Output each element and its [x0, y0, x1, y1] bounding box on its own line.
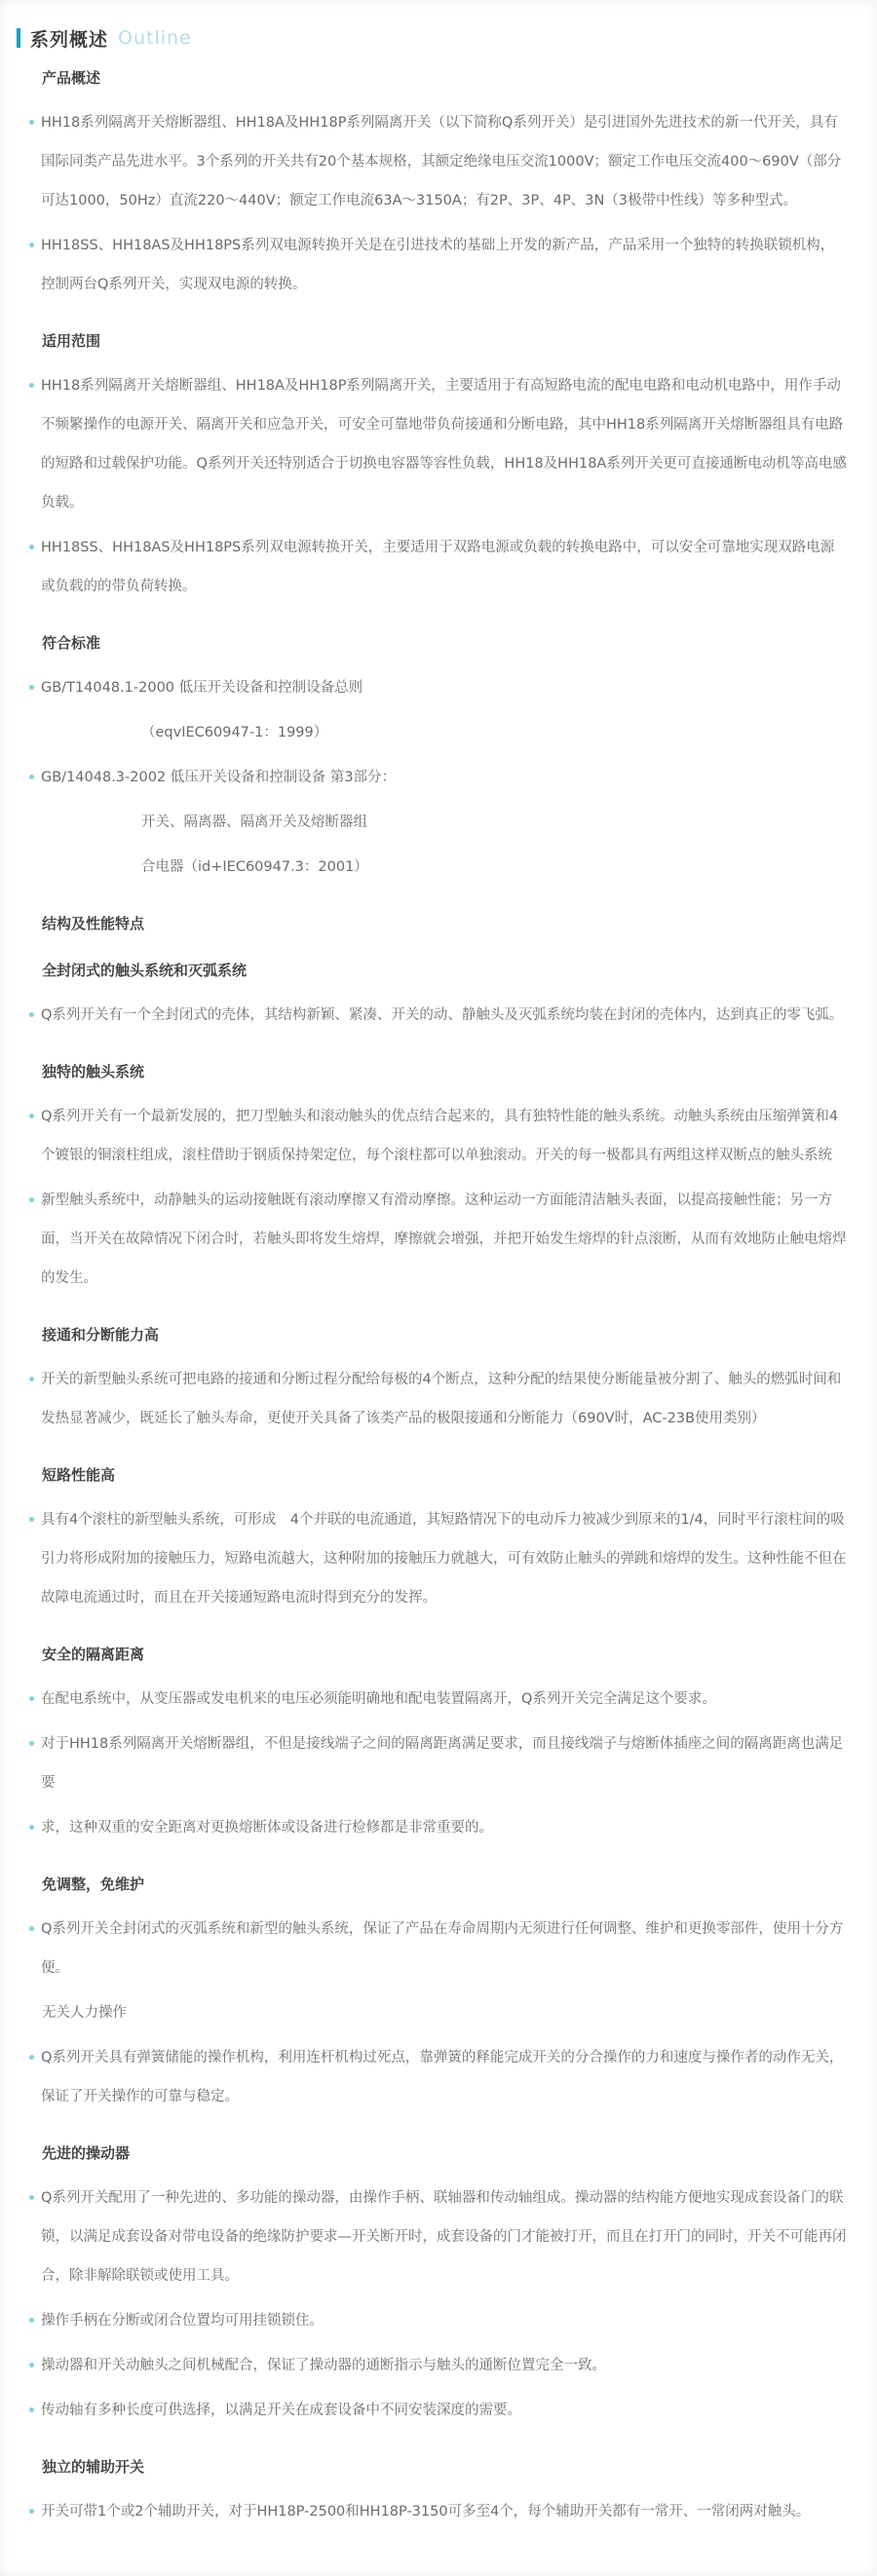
- indented-line: [141, 803, 848, 842]
- bullet-item: [29, 103, 848, 220]
- section-heading: 结构及性能特点: [42, 915, 145, 932]
- section-heading: 免调整，免维护: [42, 1875, 145, 1893]
- bullet-item: [29, 1360, 848, 1438]
- indented-line: [141, 713, 848, 752]
- section-heading: 独特的触头系统: [42, 1063, 145, 1080]
- block-text: HH18系列隔离开关熔断器组、HH18A及HH18P系列隔离开关（以下简称Q系列开关）是引进国外先进技术的新一代开关，具有国际同类产品先进水平。3个系列的开关共有20个基本规格，其额定绝缘电压交流1000V；额定工作电压交流400～690V（部分可达1000，50Hz）直流220～440V；额定工作电流63A～3150A；有2P、3P、4P、3N（3极带中性线）等多种型式。: [41, 115, 842, 208]
- bullet-item: [29, 1808, 848, 1847]
- block-text: 在配电系统中，从变压器或发电机来的电压必须能明确地和配电装置隔离开，Q系列开关完全满足这个要求。: [41, 1691, 716, 1707]
- bullet-item: [29, 226, 848, 304]
- bullet-icon: [29, 1926, 34, 1931]
- bullet-icon: [29, 1114, 34, 1118]
- bullet-icon: [29, 2318, 34, 2323]
- bullet-icon: [29, 2509, 34, 2514]
- bullet-icon: [29, 2195, 34, 2200]
- section-heading: 接通和分断能力高: [42, 1326, 160, 1344]
- section-heading: 产品概述: [42, 69, 101, 87]
- bullet-icon: [29, 1012, 34, 1017]
- block-text: HH18SS、HH18AS及HH18PS系列双电源转换开关是在引进技术的基础上开发的新产品，产品采用一个独特的转换联锁机构，控制两台Q系列开关，实现双电源的转换。: [41, 238, 835, 292]
- content-area: [29, 68, 848, 2531]
- bullet-item: [29, 2178, 848, 2295]
- block-text: 操作手柄在分断或闭合位置均可用挂锁锁住。: [41, 2313, 324, 2329]
- accent-bar-icon: [17, 28, 20, 48]
- bullet-item: [29, 2301, 848, 2340]
- section-heading: 符合标准: [42, 634, 101, 652]
- bullet-item: [29, 1724, 848, 1802]
- page-title-english: Outline: [118, 27, 192, 49]
- bullet-item: [29, 366, 848, 522]
- bullet-item: [29, 2391, 848, 2430]
- section: [29, 1645, 848, 1847]
- bullet-item: [29, 1097, 848, 1175]
- bullet-item: [29, 1181, 848, 1298]
- bullet-item: [29, 2346, 848, 2385]
- bullet-item: [29, 528, 848, 606]
- page-header: [17, 25, 848, 51]
- block-text: 新型触头系统中，动静触头的运动接触既有滚动摩擦又有滑动摩擦。这种运动一方面能清洁触头表面，以提高接触性能；另一方面，当开关在故障情况下闭合时，若触头即将发生熔焊，摩擦就会增强，并把开始发生熔焊的针点滚断，从而有效地防止触电熔焊的发生。: [41, 1193, 847, 1286]
- section-heading: 短路性能高: [42, 1466, 116, 1484]
- bullet-icon: [29, 2055, 34, 2060]
- bullet-item: [29, 1500, 848, 1617]
- bullet-icon: [29, 2363, 34, 2368]
- page-title: 系列概述: [30, 28, 109, 51]
- block-text: （eqvIEC60947-1：1999）: [141, 725, 328, 740]
- section-heading: 安全的隔离距离: [42, 1646, 145, 1663]
- block-text: Q系列开关配用了一种先进的、多功能的操动器，由操作手柄、联轴器和传动轴组成。操动器的结构能方便地实现成套设备门的联锁，以满足成套设备对带电设备的绝缘防护要求—开关断开时，成套设备的门才能被打开，而且在打开门的同时，开关不可能再闭合，除非解除联锁或使用工具。: [41, 2190, 847, 2284]
- bullet-icon: [29, 1741, 34, 1746]
- block-text: 操动器和开关动触头之间机械配合，保证了操动器的通断指示与触头的通断位置完全一致。: [41, 2358, 606, 2373]
- block-text: 开关的新型触头系统可把电路的接通和分断过程分配给每极的4个断点，这种分配的结果使分断能量被分割了、触头的燃弧时间和发热显著减少，既延长了触头寿命，更使开关具备了该类产品的极限接通和分断能力（690V时，AC-23B使用类别）: [41, 1372, 842, 1426]
- bullet-item: [29, 2038, 848, 2116]
- bullet-icon: [29, 775, 34, 779]
- section: [29, 68, 848, 304]
- bullet-item: [29, 1680, 848, 1719]
- bullet-icon: [29, 1517, 34, 1522]
- bullet-icon: [29, 545, 34, 549]
- block-text: Q系列开关有一个全封闭式的壳体，其结构新颖、紧凑、开关的动、静触头及灭弧系统均装在封闭的壳体内，达到真正的零飞弧。: [41, 1007, 844, 1023]
- block-text: HH18SS、HH18AS及HH18PS系列双电源转换开关，主要适用于双路电源或负载的转换电路中，可以安全可靠地实现双路电源或负载的的带负荷转换。: [41, 540, 835, 594]
- section: [29, 633, 848, 887]
- block-text: 求，这种双重的安全距离对更换熔断体或设备进行检修都是非常重要的。: [41, 1820, 493, 1836]
- section: [29, 2143, 848, 2430]
- section-heading: 全封闭式的触头系统和灭弧系统: [42, 962, 248, 979]
- block-text: 开关可带1个或2个辅助开关，对于HH18P-2500和HH18P-3150可多至4个，每个辅助开关都有一常开、一常闭两对触头。: [41, 2504, 811, 2519]
- section: [29, 331, 848, 606]
- section: [29, 961, 848, 1035]
- bullet-item: [29, 758, 848, 797]
- bullet-icon: [29, 120, 34, 125]
- bullet-item: [29, 2492, 848, 2531]
- section: [29, 1062, 848, 1298]
- bullet-icon: [29, 1825, 34, 1830]
- block-text: 合电器（id+IEC60947.3：2001）: [141, 859, 368, 875]
- indented-line: [141, 848, 848, 887]
- block-text: Q系列开关具有弹簧储能的操作机构，利用连杆机构过死点，靠弹簧的释能完成开关的分合操作的力和速度与操作者的动作无关，保证了开关操作的可靠与稳定。: [41, 2050, 844, 2104]
- section: [29, 2457, 848, 2531]
- block-text: 传动轴有多种长度可供选择，以满足开关在成套设备中不同安装深度的需要。: [41, 2403, 521, 2418]
- block-text: 具有4个滚柱的新型触头系统，可形成 4个并联的电流通道，其短路情况下的电动斥力被减少到原来的1/4，同时平行滚柱间的吸引力将形成附加的接触压力，短路电流越大，这种附加的接触压力就越大，可有效防止触头的弹跳和熔焊的发生。这种性能不但在故障电流通过时，而且在开关接通短路电流时得到充分的发挥。: [41, 1512, 847, 1606]
- block-text: Q系列开关有一个最新发展的，把刀型触头和滚动触头的优点结合起来的，具有独特性能的触头系统。动触头系统由压缩弹簧和4个镀银的铜滚柱组成，滚柱借助于钢质保持架定位，每个滚柱都可以单独滚动。开关的每一极都具有两组这样双断点的触头系统: [41, 1109, 839, 1163]
- block-text: 开关、隔离器、隔离开关及熔断器组: [141, 814, 367, 830]
- bullet-icon: [29, 685, 34, 690]
- section-heading: 独立的辅助开关: [42, 2458, 145, 2476]
- bullet-icon: [29, 1197, 34, 1202]
- bullet-item: [29, 1910, 848, 1988]
- bullet-icon: [29, 243, 34, 247]
- bullet-item: [29, 668, 848, 707]
- section: [29, 1465, 848, 1617]
- section: [29, 914, 848, 933]
- block-text: GB/T14048.1-2000 低压开关设备和控制设备总则: [41, 680, 363, 696]
- bullet-icon: [29, 2407, 34, 2412]
- block-text: 对于HH18系列隔离开关熔断器组，不但是接线端子之间的隔离距离满足要求，而且接线端子与熔断体插座之间的隔离距离也满足要: [41, 1736, 844, 1791]
- bullet-icon: [29, 1696, 34, 1701]
- section-heading: 适用范围: [42, 332, 101, 350]
- block-text: Q系列开关全封闭式的灭弧系统和新型的触头系统，保证了产品在寿命周期内无须进行任何调整、维护和更换零部件，使用十分方便。: [41, 1921, 844, 1976]
- block-text: 无关人力操作: [42, 2005, 127, 2021]
- section: [29, 1875, 848, 2116]
- bullet-icon: [29, 383, 34, 388]
- block-text: HH18系列隔离开关熔断器组、HH18A及HH18P系列隔离开关，主要适用于有高短路电流的配电电路和电动机电路中，用作手动不频繁操作的电源开关、隔离开关和应急开关，可安全可靠地带负荷接通和分断电路，其中HH18系列隔离开关熔断器组具有电路的短路和过载保护功能。Q系列开关还特别适合于切换电容器等容性负载，HH18及HH18A系列开关更可直接通断电动机等高电感负载。: [41, 378, 847, 511]
- section-heading: 先进的操动器: [42, 2144, 131, 2162]
- block-text: GB/14048.3-2002 低压开关设备和控制设备 第3部分：: [41, 770, 397, 785]
- section: [29, 1325, 848, 1438]
- bullet-item: [29, 996, 848, 1035]
- plain-line: [42, 1993, 848, 2032]
- bullet-icon: [29, 1377, 34, 1382]
